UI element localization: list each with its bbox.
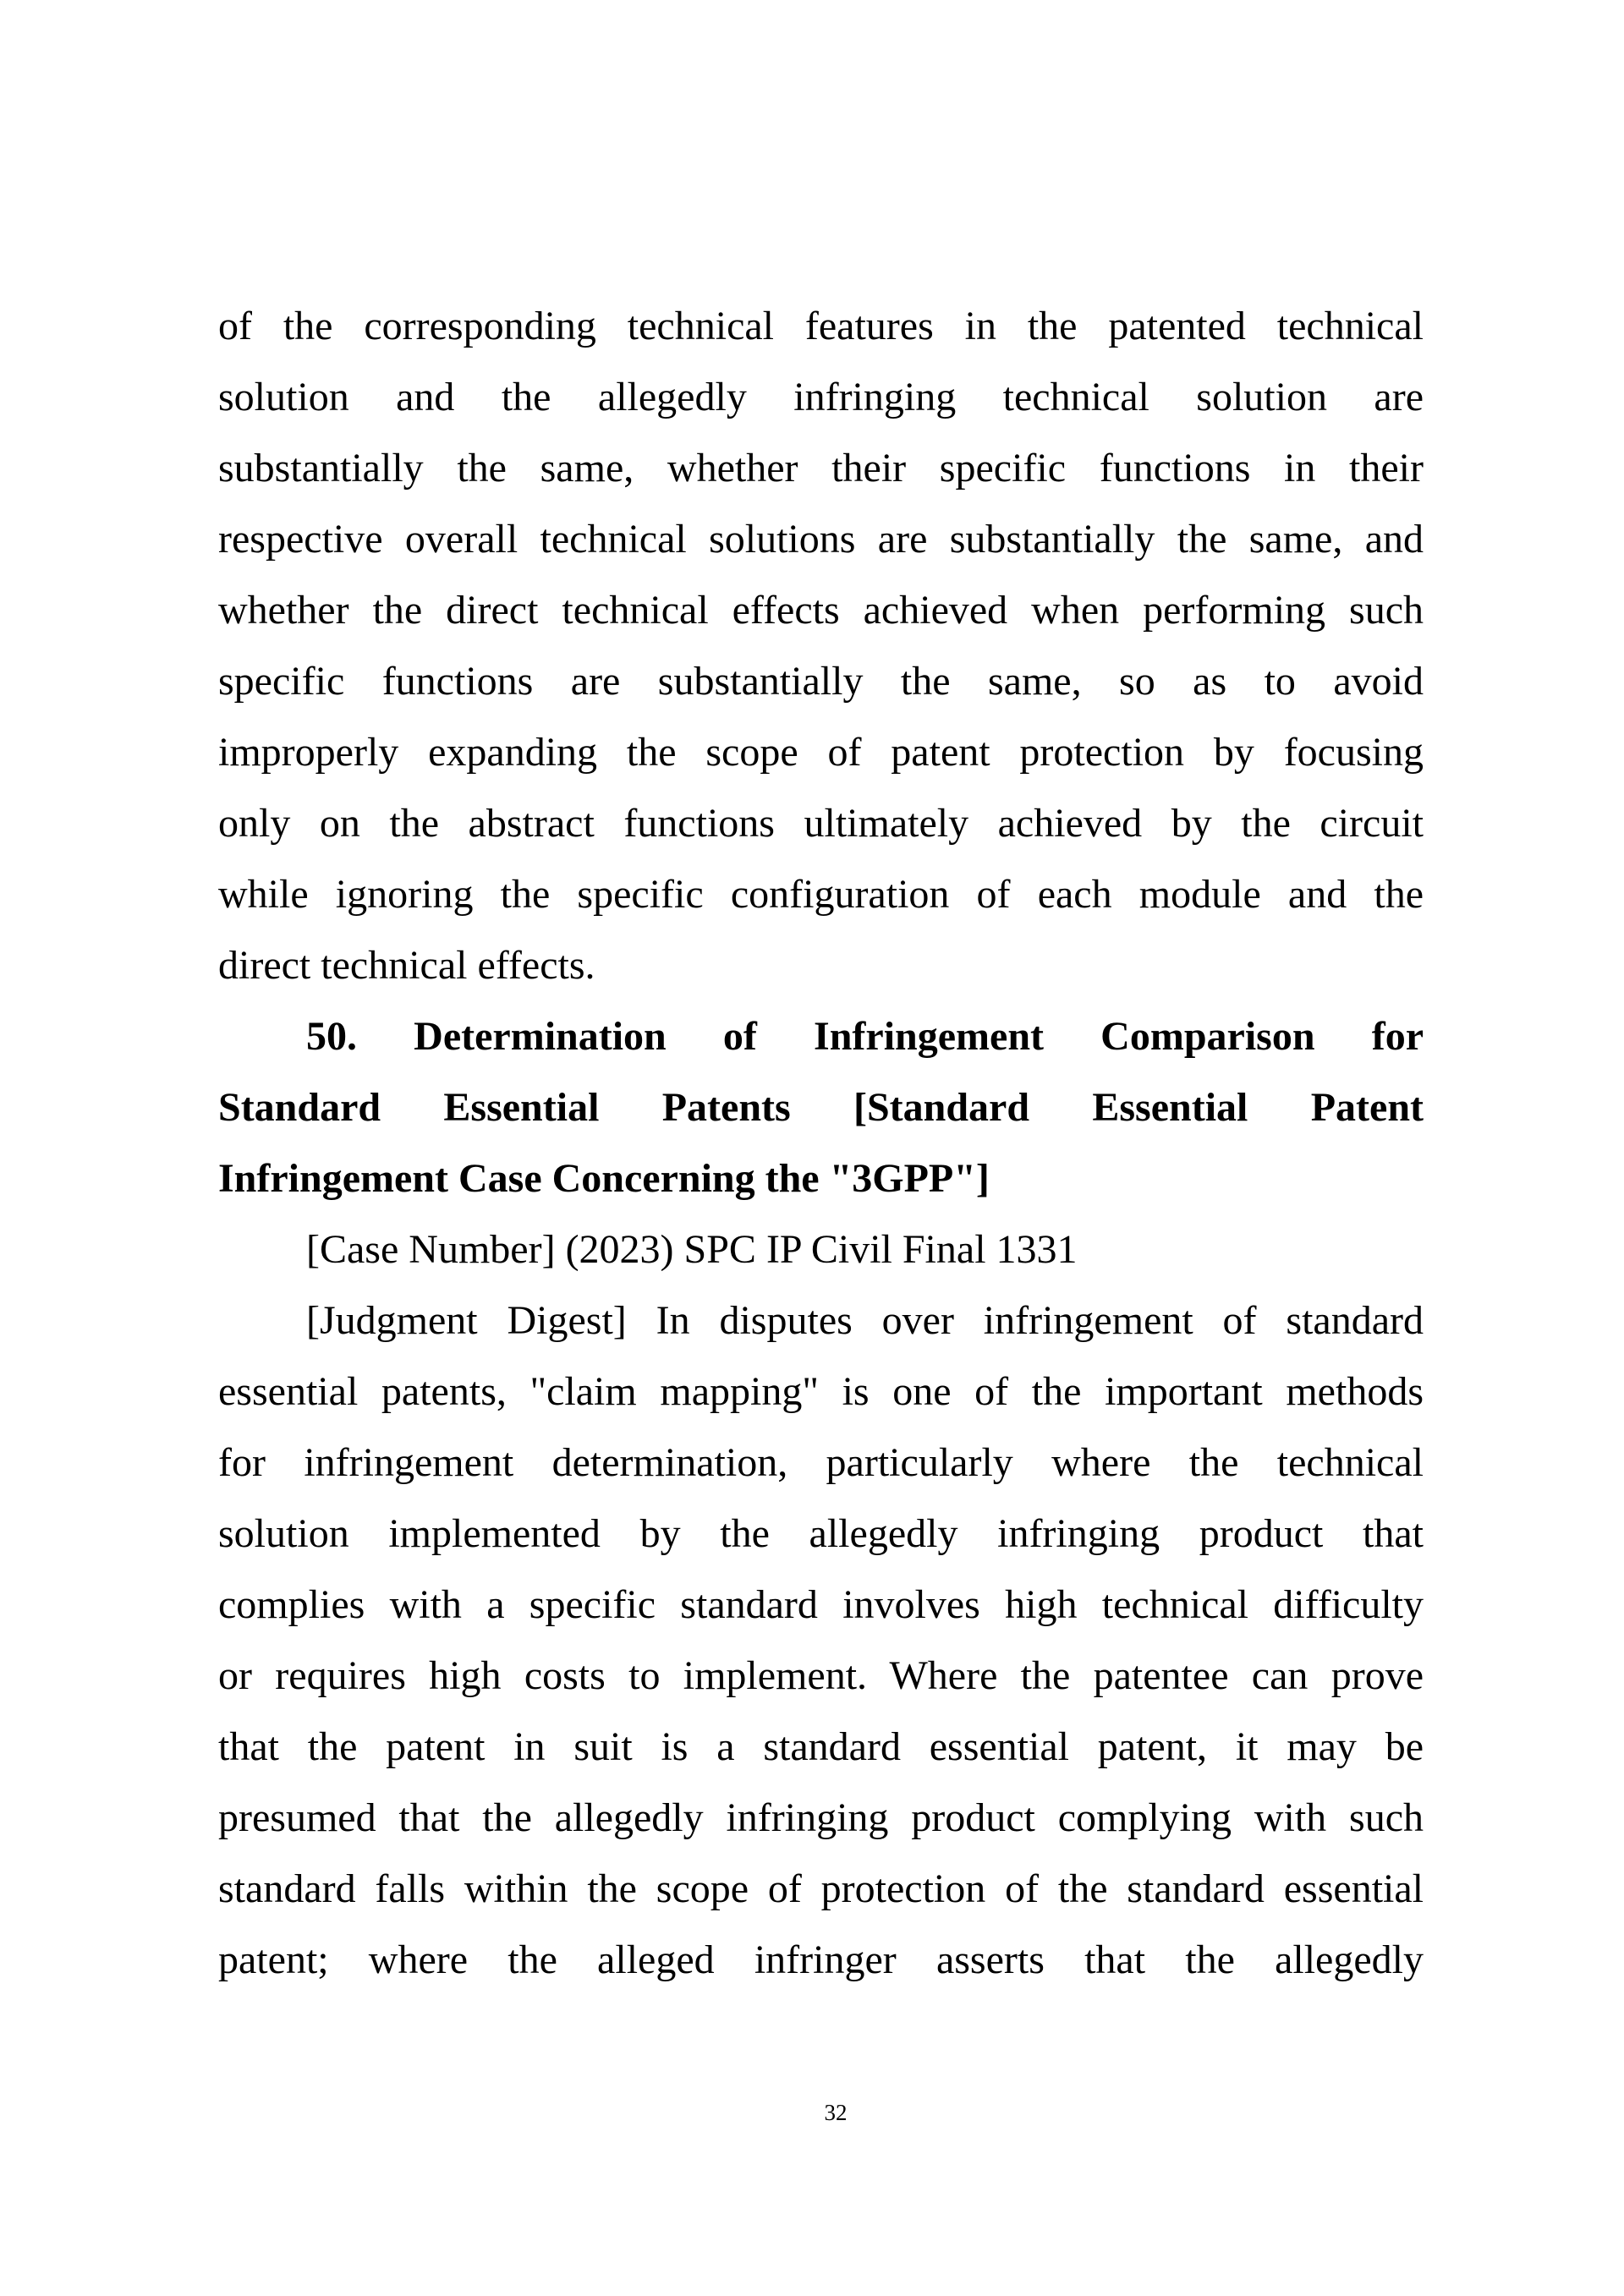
digest-line: essential patents, "claim mapping" is one of the important methods [218, 1369, 1424, 1414]
digest-line: [Judgment Digest] In disputes over infringement of standard [306, 1298, 1424, 1343]
digest-line: complies with a specific standard involves high technical difficulty [218, 1582, 1424, 1627]
judgment-digest [218, 1285, 1424, 1996]
digest-line: patent; where the alleged infringer asserts that the allegedly [218, 1937, 1424, 1982]
paragraph-line: of the corresponding technical features in the patented technical [218, 304, 1424, 348]
heading-line: Infringement Case Concerning the "3GPP"] [218, 1156, 990, 1201]
digest-line: that the patent in suit is a standard essential patent, it may be [218, 1724, 1424, 1769]
paragraph-line: solution and the allegedly infringing technical solution are [218, 375, 1424, 419]
digest-line: for infringement determination, particularly where the technical [218, 1440, 1424, 1485]
section-heading [218, 1001, 1424, 1214]
paragraph-line: direct technical effects. [218, 943, 595, 988]
heading-line: 50. Determination of Infringement Comparison for [306, 1014, 1424, 1059]
paragraph-line: while ignoring the specific configuration of each module and the [218, 872, 1424, 917]
paragraph-line: improperly expanding the scope of patent protection by focusing [218, 730, 1424, 775]
page-number: 32 [824, 2100, 848, 2125]
paragraph-line: substantially the same, whether their specific functions in their [218, 446, 1424, 490]
case-number: [Case Number] (2023) SPC IP Civil Final 1331 [306, 1227, 1078, 1272]
digest-line: solution implemented by the allegedly infringing product that [218, 1511, 1424, 1556]
paragraph-line: respective overall technical solutions are substantially the same, and [218, 517, 1424, 562]
digest-line: presumed that the allegedly infringing product complying with such [218, 1795, 1424, 1840]
heading-line: Standard Essential Patents [Standard Essential Patent [218, 1085, 1424, 1130]
digest-line: standard falls within the scope of protection of the standard essential [218, 1866, 1424, 1911]
text-column [218, 291, 1424, 1996]
continuation-paragraph [218, 291, 1424, 1001]
digest-line: or requires high costs to implement. Where the patentee can prove [218, 1653, 1424, 1698]
paragraph-line: whether the direct technical effects achieved when performing such [218, 588, 1424, 633]
paragraph-line: only on the abstract functions ultimately achieved by the circuit [218, 801, 1424, 846]
paragraph-line: specific functions are substantially the same, so as to avoid [218, 659, 1424, 704]
